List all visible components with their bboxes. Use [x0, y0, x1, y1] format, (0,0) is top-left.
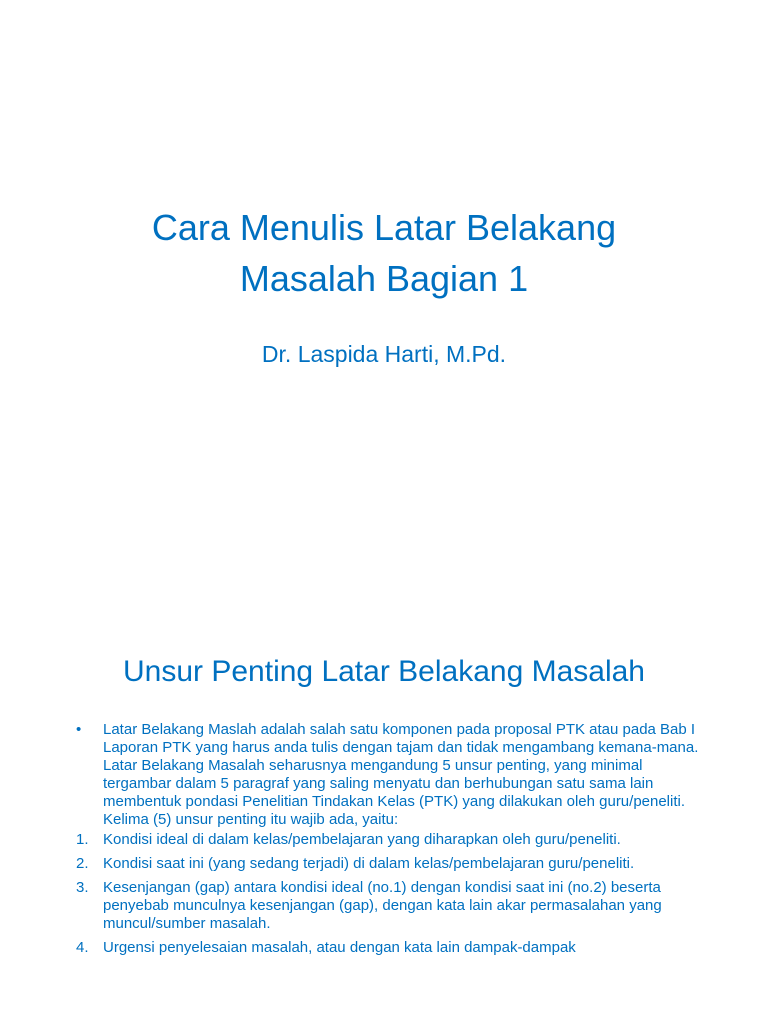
bullet-marker: • [76, 721, 82, 738]
list-item-number: 4. [76, 939, 89, 956]
list-item-text: Kesenjangan (gap) antara kondisi ideal (no.1) dengan kondisi saat ini (no.2) beserta penyebab munculnya kesenjangan (gap), dengan kata lain akar permasalahan yang muncul/sumber masalah. [103, 879, 662, 932]
list-item-1 [76, 831, 708, 849]
content-body [76, 721, 708, 963]
intro-paragraph: Latar Belakang Maslah adalah salah satu komponen pada proposal PTK atau pada Bab I Laporan PTK yang harus anda tulis dengan tajam dan tidak mengambang kemana-mana. Latar Belakang Masalah seharusnya mengandung 5 unsur penting, yang minimal tergambar dalam 5 paragraf yang saling menyatu dan berhubungan satu sama lain membentuk pondasi Penelitian Tindakan Kelas (PTK) yang dilakukan oleh guru/peneliti. Kelima (5) unsur penting itu wajib ada, yaitu: [103, 721, 699, 828]
slide-title-line-1: Cara Menulis Latar Belakang [151, 207, 617, 248]
list-item-number: 2. [76, 855, 89, 872]
slide-title-line-2: Masalah Bagian 1 [239, 258, 529, 299]
content-slide-title: Unsur Penting Latar Belakang Masalah [123, 655, 645, 688]
slide-subtitle-author: Dr. Laspida Harti, M.Pd. [261, 341, 507, 367]
list-item-text: Kondisi saat ini (yang sedang terjadi) di dalam kelas/pembelajaran guru/peneliti. [103, 855, 635, 872]
list-item-4 [76, 939, 708, 957]
intro-bullet-item [76, 721, 708, 829]
list-item-number: 1. [76, 831, 89, 848]
list-item-2 [76, 855, 708, 873]
slide-title [0, 202, 768, 304]
list-item-text: Urgensi penyelesaian masalah, atau dengan kata lain dampak-dampak [103, 939, 576, 956]
list-item-3 [76, 879, 708, 933]
list-item-text: Kondisi ideal di dalam kelas/pembelajaran yang diharapkan oleh guru/peneliti. [103, 831, 621, 848]
list-item-number: 3. [76, 879, 89, 896]
